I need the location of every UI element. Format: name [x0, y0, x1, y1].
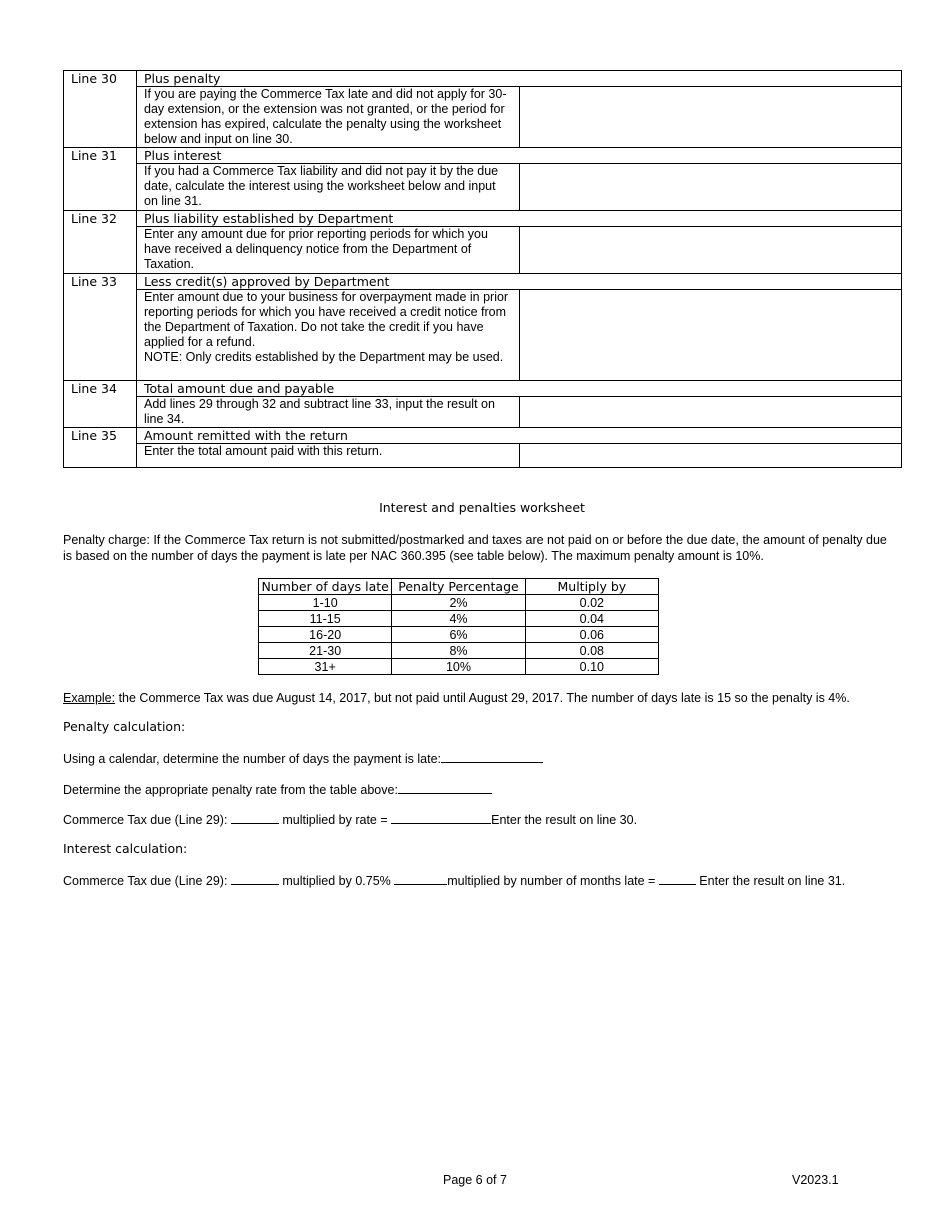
step-days-late-label: Using a calendar, determine the number of days the payment is late:: [63, 752, 441, 766]
penalty-intro: Penalty charge: If the Commerce Tax return is not submitted/postmarked and taxes are not paid on or before the due date, the amount of penalty due is based on the number of days the payment is late per NAC 360.395 (see table below). The maximum penalty amount is 10%.: [63, 533, 887, 563]
multiplier-cell: 0.10: [525, 659, 658, 675]
penalty-result-blank[interactable]: [391, 811, 491, 824]
line-32-title-row: [64, 211, 902, 227]
example-text: the Commerce Tax was due August 14, 2017, but not paid until August 29, 2017. The number of days late is 15 so the penalty is 4%.: [115, 691, 850, 705]
line-30-amount-field[interactable]: [519, 87, 902, 148]
multiplied-by-rate-label: multiplied by rate =: [278, 813, 392, 827]
line-34-title-row: [64, 381, 902, 397]
penalty-percent-cell: 6%: [392, 627, 525, 643]
line-31-desc-row: [64, 164, 902, 211]
version-label: V2023.1: [792, 1173, 839, 1187]
line-title: Plus liability established by Department: [137, 211, 902, 227]
days-late-blank[interactable]: [441, 750, 543, 763]
line-35-title-row: [64, 428, 902, 444]
step-days-late: [63, 750, 893, 767]
table-row: [259, 595, 659, 611]
line-description: Enter amount due to your business for overpayment made in prior reporting periods for which you have received a credit notice from the Department of Taxation. Do not take the credit if you have applied for a refund.: [144, 290, 509, 349]
multiplier-cell: 0.08: [525, 643, 658, 659]
line-33-title-row: [64, 274, 902, 290]
line-description-block: [137, 290, 520, 381]
line-number: Line 33: [64, 274, 137, 381]
line-35-desc-row: [64, 444, 902, 468]
line-description: Enter any amount due for prior reporting periods for which you have received a delinquency notice from the Department of Taxation.: [137, 227, 520, 274]
penalty-percent-cell: 10%: [392, 659, 525, 675]
line-description: Enter the total amount paid with this return.: [137, 444, 520, 468]
line-description: If you had a Commerce Tax liability and did not pay it by the due date, calculate the interest using the worksheet below and input on line 31.: [137, 164, 520, 211]
multiplier-cell: 0.04: [525, 611, 658, 627]
penalty-calc-heading: Penalty calculation:: [63, 719, 186, 734]
days-late-cell: 21-30: [259, 643, 392, 659]
worksheet-title: Interest and penalties worksheet: [379, 500, 585, 515]
line-number: Line 34: [64, 381, 137, 428]
line-33-desc-row: [64, 290, 902, 381]
line-number: Line 32: [64, 211, 137, 274]
tax-due-label: Commerce Tax due (Line 29):: [63, 874, 231, 888]
interest-tax-due-blank[interactable]: [231, 872, 279, 885]
line-title: Less credit(s) approved by Department: [137, 274, 902, 290]
line-title: Plus penalty: [137, 71, 902, 87]
enter-result-label: Enter the result on line 31.: [695, 874, 846, 888]
penalty-table-header: [259, 579, 659, 595]
days-late-cell: 16-20: [259, 627, 392, 643]
line-34-amount-field[interactable]: [519, 397, 902, 428]
page-number: Page 6 of 7: [443, 1173, 507, 1187]
step-penalty-rate: [63, 781, 893, 798]
months-late-label: multiplied by number of months late =: [447, 874, 659, 888]
table-row: [259, 627, 659, 643]
line-number: Line 30: [64, 71, 137, 148]
days-late-cell: 31+: [259, 659, 392, 675]
step-interest-amount: [63, 872, 933, 889]
step-penalty-rate-label: Determine the appropriate penalty rate from the table above:: [63, 783, 398, 797]
line-title: Total amount due and payable: [137, 381, 902, 397]
line-35-amount-field[interactable]: [519, 444, 902, 468]
penalty-percent-cell: 2%: [392, 595, 525, 611]
column-header: Penalty Percentage: [392, 579, 525, 595]
penalty-rate-blank[interactable]: [398, 781, 492, 794]
example-label: Example:: [63, 691, 116, 705]
tax-due-label: Commerce Tax due (Line 29):: [63, 813, 231, 827]
multiplier-cell: 0.02: [525, 595, 658, 611]
days-late-cell: 1-10: [259, 595, 392, 611]
line-number: Line 35: [64, 428, 137, 468]
tax-due-blank[interactable]: [231, 811, 279, 824]
line-32-amount-field[interactable]: [519, 227, 902, 274]
penalty-percent-cell: 4%: [392, 611, 525, 627]
table-row: [259, 659, 659, 675]
line-31-amount-field[interactable]: [519, 164, 902, 211]
penalty-table: [258, 578, 659, 675]
table-row: [259, 643, 659, 659]
days-late-cell: 11-15: [259, 611, 392, 627]
step-penalty-amount: [63, 811, 893, 828]
column-header: Multiply by: [525, 579, 658, 595]
line-31-title-row: [64, 148, 902, 164]
line-32-desc-row: [64, 227, 902, 274]
line-30-desc-row: [64, 87, 902, 148]
line-description: Add lines 29 through 32 and subtract line 33, input the result on line 34.: [137, 397, 520, 428]
multiplier-cell: 0.06: [525, 627, 658, 643]
example-paragraph: [63, 690, 923, 706]
penalty-percent-cell: 8%: [392, 643, 525, 659]
interest-rate-blank[interactable]: [394, 872, 447, 885]
line-30-title-row: [64, 71, 902, 87]
enter-result-label: Enter the result on line 30.: [491, 813, 638, 827]
multiplied-by-rate-label: multiplied by 0.75%: [278, 874, 395, 888]
line-title: Amount remitted with the return: [137, 428, 902, 444]
line-description: If you are paying the Commerce Tax late and did not apply for 30-day extension, or the extension was not granted, or the period for extension has expired, calculate the penalty using the worksheet below and input on line 30.: [137, 87, 520, 148]
line-items-table: [63, 70, 902, 468]
line-note: NOTE: Only credits established by the Department may be used.: [144, 350, 504, 364]
interest-calc-heading: Interest calculation:: [63, 841, 188, 856]
line-number: Line 31: [64, 148, 137, 211]
interest-result-blank[interactable]: [659, 872, 696, 885]
line-34-desc-row: [64, 397, 902, 428]
line-33-amount-field[interactable]: [519, 290, 902, 381]
table-row: [259, 611, 659, 627]
line-title: Plus interest: [137, 148, 902, 164]
column-header: Number of days late: [259, 579, 392, 595]
